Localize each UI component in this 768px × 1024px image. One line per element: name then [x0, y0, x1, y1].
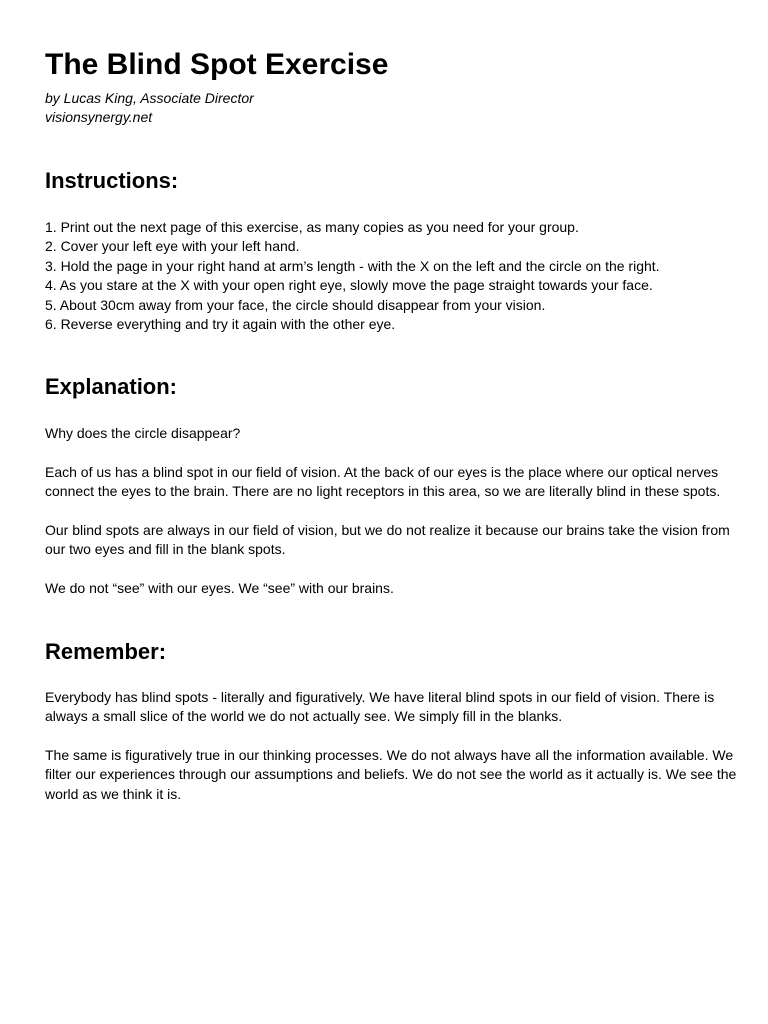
instruction-step: 6. Reverse everything and try it again with the other eye.	[45, 316, 396, 333]
instruction-step: 1. Print out the next page of this exercise, as many copies as you need for your group.	[45, 219, 579, 235]
website-text: visionsynergy.net	[45, 109, 153, 125]
remember-heading: Remember:	[45, 639, 167, 664]
instruction-step: 4. As you stare at the X with your open right eye, slowly move the page straight towards your face.	[45, 277, 653, 294]
explanation-question: Why does the circle disappear?	[45, 425, 241, 441]
explanation-paragraph: Each of us has a blind spot in our field of vision. At the back of our eyes is the place where our optical nerves connect the eyes to the brain. There are no light receptors in this area, so we are literally blind in these spots.	[45, 464, 721, 500]
remember-paragraph: Everybody has blind spots - literally and figuratively. We have literal blind spots in our field of vision. There is always a small slice of the world we do not actually see. We simply fill in the blanks.	[45, 689, 715, 725]
author-byline: by Lucas King, Associate Director	[45, 90, 254, 106]
explanation-paragraph: We do not “see” with our eyes. We “see” with our brains.	[45, 580, 394, 596]
instructions-heading: Instructions:	[45, 168, 179, 193]
instruction-step: 3. Hold the page in your right hand at arm’s length - with the X on the left and the circle on the right.	[45, 257, 660, 274]
explanation-paragraph: Our blind spots are always in our field of vision, but we do not realize it because our brains take the vision from our two eyes and fill in the blank spots.	[45, 522, 730, 558]
instruction-step: 5. About 30cm away from your face, the circle should disappear from your vision.	[45, 296, 546, 313]
instructions-list	[45, 218, 660, 334]
instruction-step: 2. Cover your left eye with your left hand.	[45, 238, 300, 255]
explanation-heading: Explanation:	[45, 374, 178, 399]
remember-paragraph: The same is figuratively true in our thinking processes. We do not always have all the information available. We filter our experiences through our assumptions and beliefs. We do not see the world as it actually is. We see the world as we think it is.	[45, 747, 737, 802]
document-title: The Blind Spot Exercise	[45, 48, 389, 81]
